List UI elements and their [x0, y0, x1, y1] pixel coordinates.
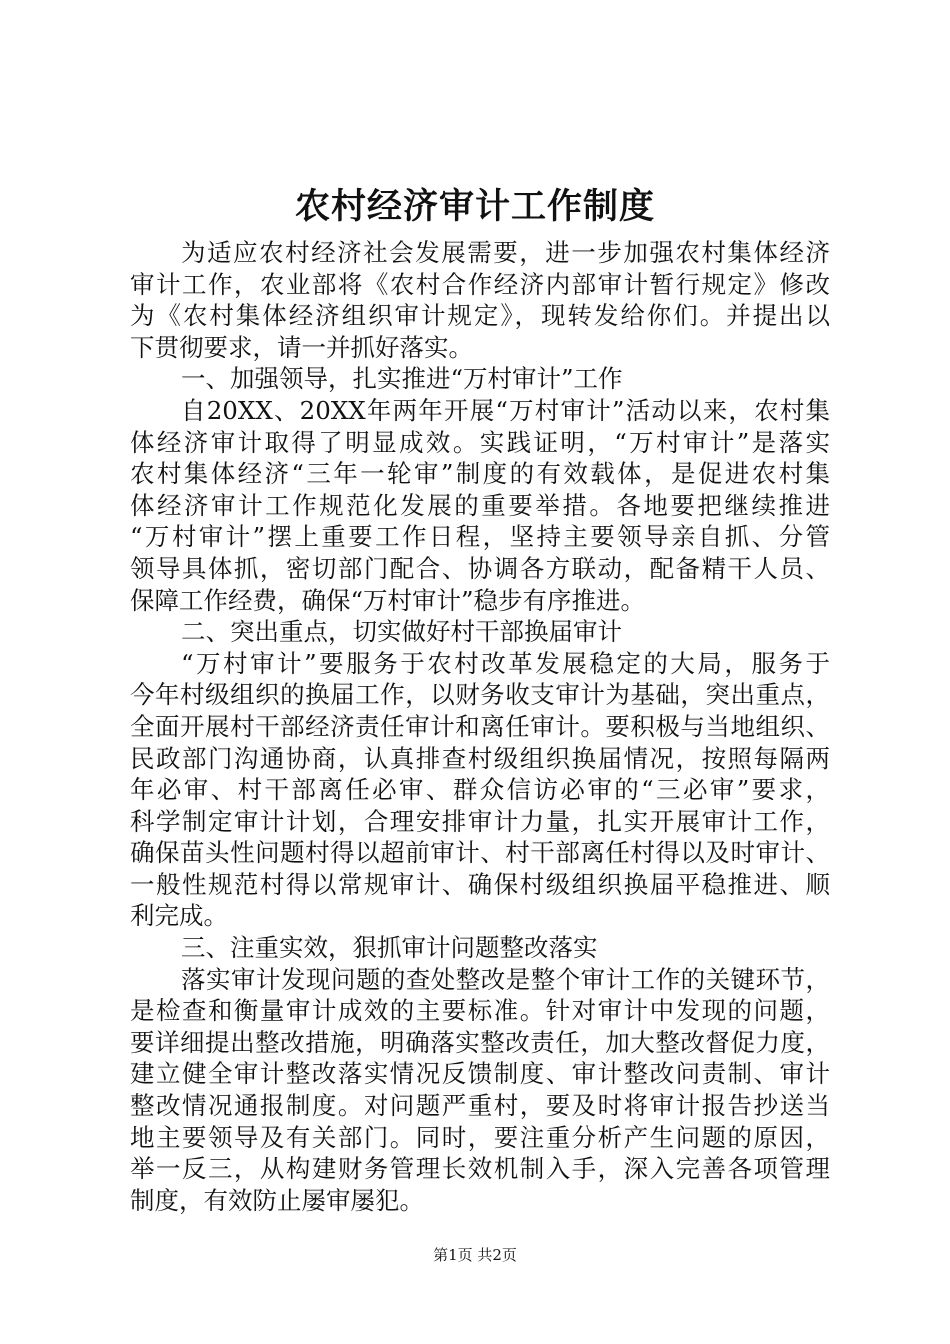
text-line: 保障工作经费，确保“万村审计”稳步有序推进。	[130, 585, 646, 615]
document-title: 农村经济审计工作制度	[294, 186, 655, 227]
text-line: 民政部门沟通协商，认真排查村级组织换届情况，按照每隔两	[130, 743, 830, 773]
text-line: 举一反三，从构建财务管理长效机制入手，深入完善各项管理	[130, 1154, 830, 1184]
text-line: 制度，有效防止屡审屡犯。	[130, 1185, 424, 1215]
text-line: 体经济审计工作规范化发展的重要举措。各地要把继续推进	[130, 490, 830, 520]
text-line: 落实审计发现问题的查处整改是整个审计工作的关键环节，	[181, 964, 830, 994]
text-line: 领导具体抓，密切部门配合、协调各方联动，配备精干人员、	[130, 553, 830, 583]
text-line: “万村审计”要服务于农村改革发展稳定的大局，服务于	[181, 648, 830, 678]
text-line: 为《农村集体经济组织审计规定》，现转发给你们。并提出以	[130, 301, 830, 331]
text-line: 是检查和衡量审计成效的主要标准。针对审计中发现的问题，	[130, 996, 830, 1026]
document-body	[130, 237, 830, 1216]
text-line: 一、加强领导，扎实推进“万村审计”工作	[181, 364, 623, 394]
text-line: 全面开展村干部经济责任审计和离任审计。要积极与当地组织、	[130, 711, 830, 741]
text-line: 要详细提出整改措施，明确落实整改责任，加大整改督促力度，	[130, 1027, 830, 1057]
text-line: 自20XX、20XX年两年开展“万村审计”活动以来，农村集	[181, 395, 830, 425]
text-line: 利完成。	[130, 901, 228, 931]
text-line: 二、突出重点，切实做好村干部换届审计	[181, 617, 622, 647]
text-line: 审计工作，农业部将《农村合作经济内部审计暂行规定》修改	[130, 269, 830, 299]
page-number-footer: 第1页 共2页	[433, 1246, 517, 1264]
text-line: 整改情况通报制度。对问题严重村，要及时将审计报告抄送当	[130, 1091, 830, 1121]
text-line: 科学制定审计计划，合理安排审计力量，扎实开展审计工作，	[130, 806, 830, 836]
text-line: 建立健全审计整改落实情况反馈制度、审计整改问责制、审计	[130, 1059, 830, 1089]
text-line: 三、注重实效，狠抓审计问题整改落实	[181, 933, 598, 963]
text-line: 为适应农村经济社会发展需要，进一步加强农村集体经济	[181, 238, 830, 267]
text-line: 今年村级组织的换届工作，以财务收支审计为基础，突出重点，	[130, 680, 830, 710]
text-line: 地主要领导及有关部门。同时，要注重分析产生问题的原因，	[130, 1122, 830, 1152]
text-line: 年必审、村干部离任必审、群众信访必审的“三必审”要求，	[130, 775, 830, 805]
text-line: 体经济审计取得了明显成效。实践证明，“万村审计”是落实	[130, 427, 830, 457]
text-line: 确保苗头性问题村得以超前审计、村干部离任村得以及时审计、	[130, 838, 830, 868]
text-line: “万村审计”摆上重要工作日程，坚持主要领导亲自抓、分管	[130, 522, 830, 552]
text-line: 一般性规范村得以常规审计、确保村级组织换届平稳推进、顺	[130, 869, 830, 899]
text-line: 下贯彻要求，请一并抓好落实。	[130, 332, 473, 362]
text-line: 农村集体经济“三年一轮审”制度的有效载体，是促进农村集	[130, 459, 830, 489]
